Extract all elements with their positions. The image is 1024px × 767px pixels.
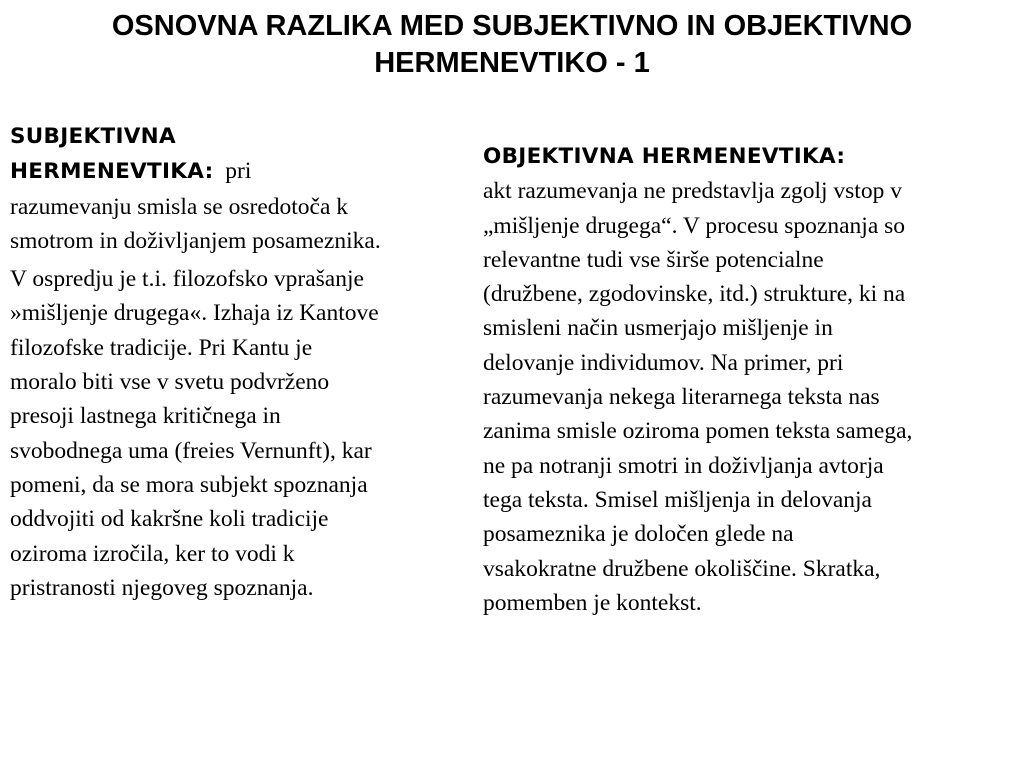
objective-column (483, 140, 1018, 620)
text-line: razumevanja nekega literarnega teksta nas (483, 384, 880, 411)
title-line: HERMENEVTIKO - 1 (374, 47, 650, 79)
text-line: posameznika je določen glede na (483, 521, 794, 548)
text-line: pomeni, da se mora subjekt spoznanja (10, 471, 368, 498)
text-line: svobodnega uma (freies Vernunft), kar (10, 437, 372, 464)
text-line: smisleni način usmerjajo mišljenje in (483, 315, 833, 342)
text-line: pomemben je kontekst. (483, 589, 702, 616)
text-line: oziroma izročila, ker to vodi k (10, 540, 295, 567)
text-line: smotrom in doživljanjem posameznika. (10, 227, 381, 254)
objective-heading: OBJEKTIVNA HERMENEVTIKA: (483, 144, 846, 169)
paragraph (10, 262, 480, 605)
text-line: presoji lastnega kritičnega in (10, 403, 281, 430)
text-line: (družbene, zgodovinske, itd.) strukture, ki na (483, 281, 906, 308)
text-line: pristranosti njegoveg spoznanja. (10, 574, 314, 601)
text-line: moralo biti vse v svetu podvrženo (10, 369, 330, 396)
text-line: „mišljenje drugega“. V procesu spoznanja so (483, 212, 906, 239)
slide-title (0, 8, 1024, 82)
text-line: filozofske tradicije. Pri Kantu je (10, 334, 313, 361)
text-line: razumevanju smisla se osredotoča k (10, 193, 349, 220)
text-line: V ospredju je t.i. filozofsko vprašanje (10, 266, 364, 293)
subjective-column (10, 120, 480, 605)
text: pri (225, 158, 252, 185)
text-line: »mišljenje drugega«. Izhaja iz Kantove (10, 300, 379, 327)
text-line: akt razumevanja ne predstavlja zgolj vstop v (483, 178, 902, 205)
text-line: relevantne tudi vse širše potencialne (483, 246, 824, 273)
title-line: OSNOVNA RAZLIKA MED SUBJEKTIVNO IN OBJEKTIVNO (111, 10, 913, 42)
text-line: vsakokratne družbene okoliščine. Skratka, (483, 555, 881, 582)
text-line: ne pa notranji smotri in doživljanja avtorja (483, 452, 884, 479)
text-line: zanima smisle oziroma pomen teksta samega, (483, 418, 913, 445)
text-line: oddvojiti od kakršne koli tradicije (10, 506, 329, 533)
subjective-heading: SUBJEKTIVNA (10, 124, 176, 149)
text-line: tega teksta. Smisel mišljenja in delovanja (483, 486, 872, 513)
text-line: delovanje individumov. Na primer, pri (483, 349, 844, 376)
subjective-heading-cont: HERMENEVTIKA: (10, 159, 214, 185)
